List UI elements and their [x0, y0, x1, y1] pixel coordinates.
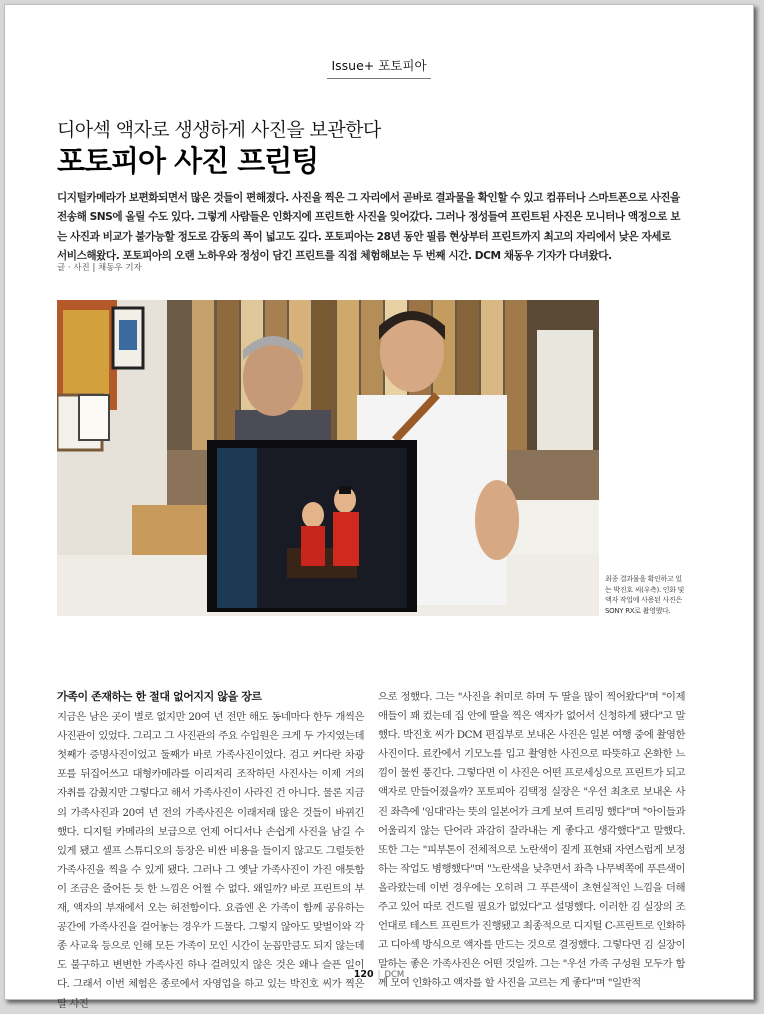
body-column-right	[378, 688, 685, 994]
byline: 글 · 사진 | 채동우 기자	[57, 263, 142, 273]
body-column-left	[57, 687, 364, 1014]
section-heading: 가족이 존재하는 한 절대 없어지지 않을 장르	[57, 690, 262, 703]
lead-paragraph: 디지털카메라가 보편화되면서 많은 것들이 편해졌다. 사진을 찍은 그 자리에서 곧바로 결과물을 확인할 수 있고 컴퓨터나 스마트폰으로 사진을 전송해 SNS에 올릴 수도 있다. 그렇게 사람들은 인화지에 프린트한 사진을 잊어갔다. 그러나 정성들여 프린트된 사진은 모니터나 액정으로 보는 사진과 비교가 불가능할 정도로 감동의 폭이 넓고도 깊다. 포토피아는 28년 동안 필름 현상부터 프린트까지 최고의 자리에서 낮은 자세로 서비스해왔다. 포토피아의 오랜 노하우와 정성이 담긴 프린트를 직접 체험해보는 두 번째 시간. DCM 채동우 기자가 다녀왔다.	[57, 192, 681, 262]
body-text-right: 으로 정했다. 그는 "사진을 취미로 하며 두 딸을 많이 찍어왔다"며 "이제 애들이 꽤 컸는데 집 안에 딸을 찍은 액자가 없어서 신청하게 됐다"고 말했다. 박진호 씨가 DCM 편집부로 보내온 사진은 일본 여행 중에 촬영한 사진이다. 료칸에서 기모노를 입고 촬영한 사진으로 따뜻하고 온화한 느낌이 물씬 풍긴다. 그렇다면 이 사진은 어떤 프로세싱으로 프린트가 되고 액자로 만들어졌을까? 포토피아 김택정 실장은 "우선 최초로 보내온 사진 좌측에 '임대'라는 뜻의 일본어가 크게 보여 트리밍 했다"며 "아이들과 어울리지 않는 단어라 과감히 잘라내는 게 좋다고 생각했다"고 말했다. 또한 그는 "피부톤이 전체적으로 노란색이 짙게 표현돼 자연스럽게 보정하는 작업도 병행했다"며 "노란색을 낮추면서 좌측 나무벽쪽에 푸른색이 올라왔는데 이번 경우에는 오히려 그 푸른색이 초현실적인 느낌을 더해주고 있어 따로 건드릴 필요가 없었다"고 설명했다. 이러한 김 실장의 조언대로 테스트 프린트가 진행됐고 최종적으로 디지털 C-프린트로 인화하고 디아섹 방식으로 액자를 만드는 것으로 결정했다. 그렇다면 김 실장이 말하는 좋은 가족사진은 어떤 것일까. 그는 "우선 가족 구성원 모두가 함께 모여 인화하고 액자를 할 사진을 고르는 게 좋다"며 "일반적	[378, 691, 685, 990]
magazine-name: DCM	[384, 970, 405, 980]
article-subtitle: 디아섹 액자로 생생하게 사진을 보관한다	[57, 119, 381, 141]
article-photo	[57, 300, 599, 616]
photo-caption: 최종 결과물을 확인하고 있는 박진호 씨(우측). 인화 및 액자 작업에 사용된 사진은 SONY RX로 촬영했다.	[605, 575, 685, 615]
article-title: 포토피아 사진 프린팅	[57, 144, 319, 178]
section-tag-label: Issue+ 포토피아	[327, 56, 430, 79]
body-text-left: 지금은 남은 곳이 별로 없지만 20여 년 전만 해도 동네마다 한두 개씩은 사진관이 있었다. 그리고 그 사진관의 주요 수입원은 크게 두 가지였는데 첫째가 증명사진이었고 둘째가 바로 가족사진이었다. 검고 커다란 차광포를 뒤집어쓰고 대형카메라를 이리저리 조작하던 사진사는 이제 거의 자취를 감췄지만 그렇다고 해서 가족사진이 사라진 건 아니다. 물론 지금의 가족사진과 20여 년 전의 가족사진은 이래저래 많은 것들이 바뀌긴 했다. 디지털 카메라의 보급으로 언제 어디서나 손쉽게 사진을 남길 수 있게 됐고 셀프 스튜디오의 등장은 비싼 비용을 들이지 않고도 그럴듯한 가족사진을 찍을 수 있게 됐다. 그러나 그 옛날 가족사진이 가진 애틋함이 조금은 줄어든 듯 한 느낌은 어쩔 수 없다. 왜일까? 바로 프린트의 부재, 액자의 부재에서 오는 허전함이다. 요즘엔 온 가족이 함께 공유하는 공간에 가족사진을 걸어놓는 경우가 드물다. 그렇지 않아도 맞벌이와 각종 사교육 등으로 인해 모든 가족이 모인 시간이 눈꼽만큼도 되지 않는데도 불구하고 변변한 가족사진 하나 걸려있지 않은 것은 왜나 슬픈 일이다. 그래서 이번 체험은 종로에서 자영업을 하고 있는 박진호 씨가 찍은 딸 사진	[57, 711, 364, 1010]
magazine-page	[4, 4, 754, 1010]
section-tag	[5, 55, 753, 79]
page-number: 120	[353, 969, 374, 980]
page-footer: 120 | DCM	[353, 969, 405, 980]
